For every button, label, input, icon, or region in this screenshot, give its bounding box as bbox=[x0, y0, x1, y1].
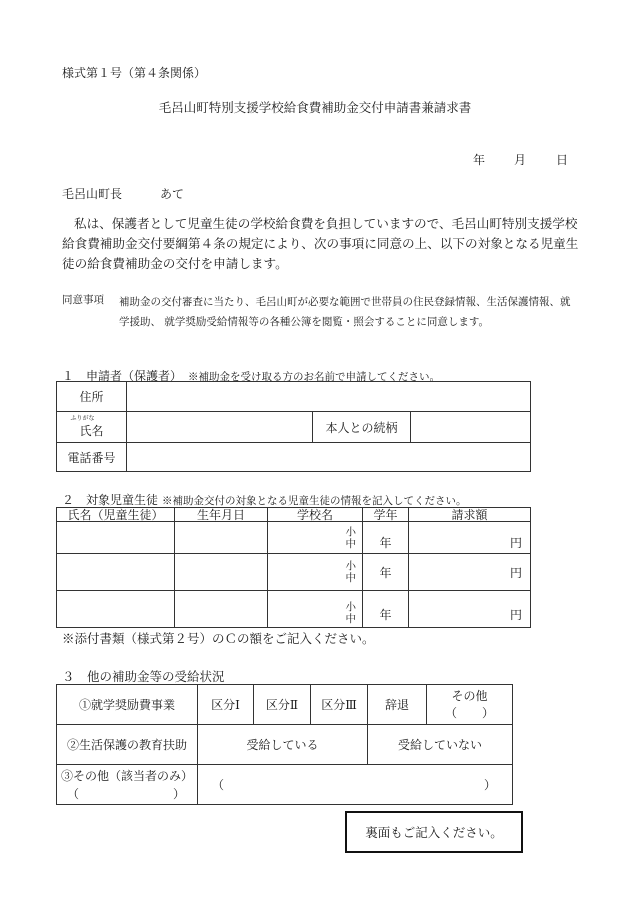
address-label: 住所 bbox=[57, 382, 127, 412]
row2-label: ②生活保護の教育扶助 bbox=[57, 725, 198, 765]
name-ruby: ふりがな bbox=[70, 414, 95, 422]
students-table bbox=[56, 507, 531, 628]
junior-high-mark: 中 bbox=[345, 537, 356, 550]
date-day: 日 bbox=[556, 153, 569, 167]
school-field[interactable] bbox=[268, 554, 363, 591]
form-title: 毛呂山町特別支援学校給食費補助金交付申請書兼請求書 bbox=[158, 100, 472, 115]
back-side-note: 裏面もご記入ください。 bbox=[345, 811, 523, 853]
school-field[interactable] bbox=[268, 522, 363, 554]
paren-close: ） bbox=[172, 786, 185, 801]
section2-heading bbox=[62, 491, 467, 508]
name-label: 氏名 bbox=[79, 423, 104, 438]
other-option[interactable] bbox=[427, 685, 513, 725]
phone-label: 電話番号 bbox=[57, 443, 127, 472]
relation-label: 本人との続柄 bbox=[313, 412, 411, 443]
section1-title: １ 申請者（保護者） bbox=[62, 369, 183, 383]
elementary-mark: 小 bbox=[345, 525, 356, 538]
section1-note: ※補助金を受け取る方のお名前で申請してください。 bbox=[188, 371, 441, 383]
amount-field[interactable] bbox=[409, 554, 531, 591]
other-detail-paren bbox=[202, 776, 508, 793]
grade-field[interactable] bbox=[363, 591, 409, 628]
row1-label: ①就学奨励費事業 bbox=[57, 685, 198, 725]
division3-option[interactable]: 区分Ⅲ bbox=[311, 685, 368, 725]
junior-high-mark: 中 bbox=[345, 572, 356, 584]
grade-unit: 年 bbox=[379, 536, 392, 550]
col-grade: 学年 bbox=[363, 508, 409, 522]
paren-open: （ bbox=[67, 786, 80, 801]
amount-field[interactable] bbox=[409, 591, 531, 628]
division2-option[interactable]: 区分Ⅱ bbox=[254, 685, 311, 725]
consent-text: 補助金の交付審査に当たり、毛呂山町が必要な範囲で世帯員の住民登録情報、生活保護情報、就学援助、 就学奨励受給情報等の各種公簿を閲覧・照会することに同意します。 bbox=[119, 296, 571, 328]
col-school: 学校名 bbox=[268, 508, 363, 522]
section2-title: ２ 対象児童生徒 bbox=[62, 493, 159, 507]
paren-open: （ bbox=[212, 778, 225, 792]
name-label-cell bbox=[57, 412, 127, 443]
grade-unit: 年 bbox=[379, 608, 392, 622]
elementary-mark: 小 bbox=[345, 560, 356, 572]
table-row bbox=[57, 554, 531, 591]
row3-paren[interactable] bbox=[61, 785, 193, 803]
form-number: 様式第１号（第４条関係） bbox=[62, 66, 207, 80]
other-detail-field[interactable] bbox=[198, 765, 513, 805]
grade-unit: 年 bbox=[379, 565, 392, 580]
student-name-field[interactable] bbox=[57, 522, 175, 554]
school-field[interactable] bbox=[268, 591, 363, 628]
row3-label: ③その他（該当者のみ） bbox=[61, 768, 194, 783]
amount-field[interactable] bbox=[409, 522, 531, 554]
paren-close: ） bbox=[483, 778, 496, 792]
division1-option[interactable]: 区分Ⅰ bbox=[198, 685, 254, 725]
student-name-field[interactable] bbox=[57, 554, 175, 591]
relation-field[interactable] bbox=[411, 412, 531, 443]
birthdate-field[interactable] bbox=[175, 591, 268, 628]
intro-paragraph: 私は、保護者として児童生徒の学校給食費を負担していますので、毛呂山町特別支援学校給食費補助金交付要綱第４条の規定により、次の事項に同意の上、以下の対象となる児童生徒の給食費補助金の交付を申請します。 bbox=[62, 216, 579, 271]
table-row bbox=[57, 522, 531, 554]
addressee-suffix: あて bbox=[160, 187, 185, 201]
amount-unit: 円 bbox=[509, 565, 522, 580]
phone-field[interactable] bbox=[127, 443, 531, 472]
junior-high-mark: 中 bbox=[345, 613, 356, 625]
section3-heading: ３ 他の補助金等の受給状況 bbox=[62, 669, 225, 684]
birthdate-field[interactable] bbox=[175, 522, 268, 554]
attachment-footnote: ※添付書類（様式第２号）のＣの額をご記入ください。 bbox=[62, 631, 375, 646]
declined-option[interactable]: 辞退 bbox=[368, 685, 427, 725]
applicant-table bbox=[56, 381, 531, 472]
paren-close: ） bbox=[481, 705, 494, 720]
student-name-field[interactable] bbox=[57, 591, 175, 628]
date-year: 年 bbox=[473, 153, 486, 167]
addressee-name: 毛呂山町長 bbox=[62, 187, 123, 201]
other-paren bbox=[431, 705, 508, 722]
section2-note: ※補助金交付の対象となる児童生徒の情報を記入してください。 bbox=[162, 495, 467, 507]
other-subsidies-table bbox=[56, 684, 513, 805]
not-receiving-option[interactable]: 受給していない bbox=[368, 725, 513, 765]
amount-unit: 円 bbox=[509, 536, 522, 550]
receiving-option[interactable]: 受給している bbox=[198, 725, 368, 765]
amount-unit: 円 bbox=[509, 608, 522, 622]
consent-label: 同意事項 bbox=[62, 294, 104, 306]
grade-field[interactable] bbox=[363, 554, 409, 591]
other-label: その他 bbox=[451, 688, 488, 703]
elementary-mark: 小 bbox=[345, 601, 356, 613]
col-amount: 請求額 bbox=[409, 508, 531, 522]
birthdate-field[interactable] bbox=[175, 554, 268, 591]
col-student-name: 氏名（児童生徒） bbox=[57, 508, 175, 522]
col-birthdate: 生年月日 bbox=[175, 508, 268, 522]
address-field[interactable] bbox=[127, 382, 531, 412]
paren-open: （ bbox=[445, 705, 458, 720]
grade-field[interactable] bbox=[363, 522, 409, 554]
addressee bbox=[62, 185, 184, 202]
name-field[interactable] bbox=[127, 412, 313, 443]
row3-label-cell bbox=[57, 765, 198, 805]
table-row bbox=[57, 591, 531, 628]
date-month: 月 bbox=[514, 153, 527, 167]
